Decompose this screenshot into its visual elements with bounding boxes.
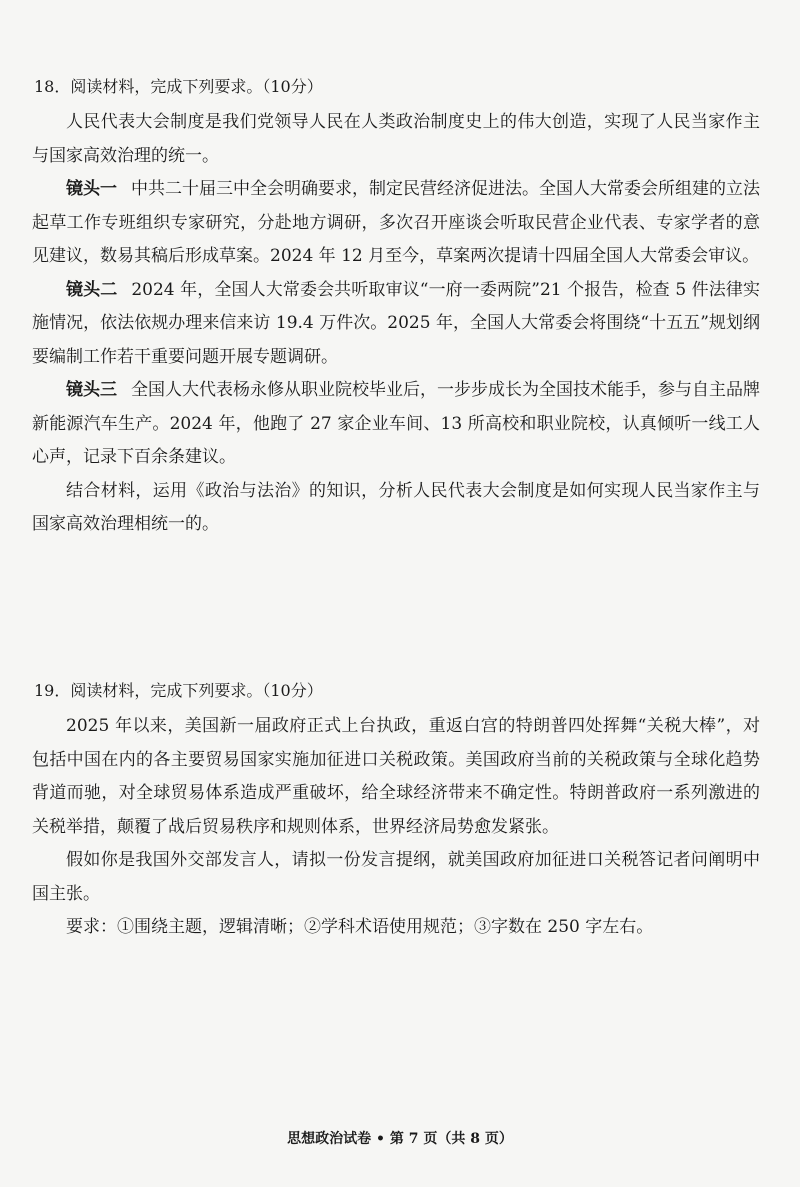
question-19-task: 假如你是我国外交部发言人，请拟一份发言提纲，就美国政府加征进口关税答记者问阐明中国主张。 [32,850,760,904]
question-18 [32,74,760,542]
scene-1-paragraph [32,173,760,274]
scene-3-text: 全国人大代表杨永修从职业院校毕业后，一步步成长为全国技术能手，参与自主品牌新能源汽车生产。2024 年，他跑了 27 家企业车间、13 所高校和职业院校，认真倾听一线工人心声，记录下百余条建议。 [32,380,760,467]
question-19-header: 19．阅读材料，完成下列要求。（10分） [34,681,323,700]
scene-1-label: 镜头一 [66,179,117,199]
scene-2-text: 2024 年，全国人大常委会共听取审议“一府一委两院”21 个报告，检查 5 件法律实施情况，依法依规办理来信来访 19.4 万件次。2025 年，全国人大常委会将围绕“十五五”规划纲要编制工作若干重要问题开展专题调研。 [32,279,761,367]
scene-2-label: 镜头二 [66,279,118,300]
question-18-header: 18．阅读材料，完成下列要求。（10分） [34,77,323,96]
scene-2-paragraph [32,274,760,375]
scene-3-paragraph [32,374,760,475]
question-18-intro: 人民代表大会制度是我们党领导人民在人类政治制度史上的伟大创造，实现了人民当家作主与国家高效治理的统一。 [32,112,760,166]
page-footer: 思想政治试卷 • 第 7 页（共 8 页） [287,1131,513,1147]
question-19 [32,678,760,945]
scene-3-label: 镜头三 [66,380,117,400]
question-19-requirements: 要求：①围绕主题，逻辑清晰；②学科术语使用规范；③字数在 250 字左右。 [66,917,654,937]
scene-1-text: 中共二十届三中全会明确要求，制定民营经济促进法。全国人大常委会所组建的立法起草工作专班组织专家研究，分赴地方调研，多次召开座谈会听取民营企业代表、专家学者的意见建议，数易其稿后形成草案。2024 年 12 月至今，草案两次提请十四届全国人大常委会审议。 [32,179,760,266]
question-18-prompt: 结合材料，运用《政治与法治》的知识，分析人民代表大会制度是如何实现人民当家作主与国家高效治理相统一的。 [32,480,760,534]
question-19-material: 2025 年以来，美国新一届政府正式上台执政，重返白宫的特朗普四处挥舞“关税大棒”，对包括中国在内的各主要贸易国家实施加征进口关税政策。美国政府当前的关税政策与全球化趋势背道而驰，对全球贸易体系造成严重破坏，给全球经济带来不确定性。特朗普政府一系列激进的关税举措，颠覆了战后贸易秩序和规则体系，世界经济局势愈发紧张。 [32,716,760,837]
